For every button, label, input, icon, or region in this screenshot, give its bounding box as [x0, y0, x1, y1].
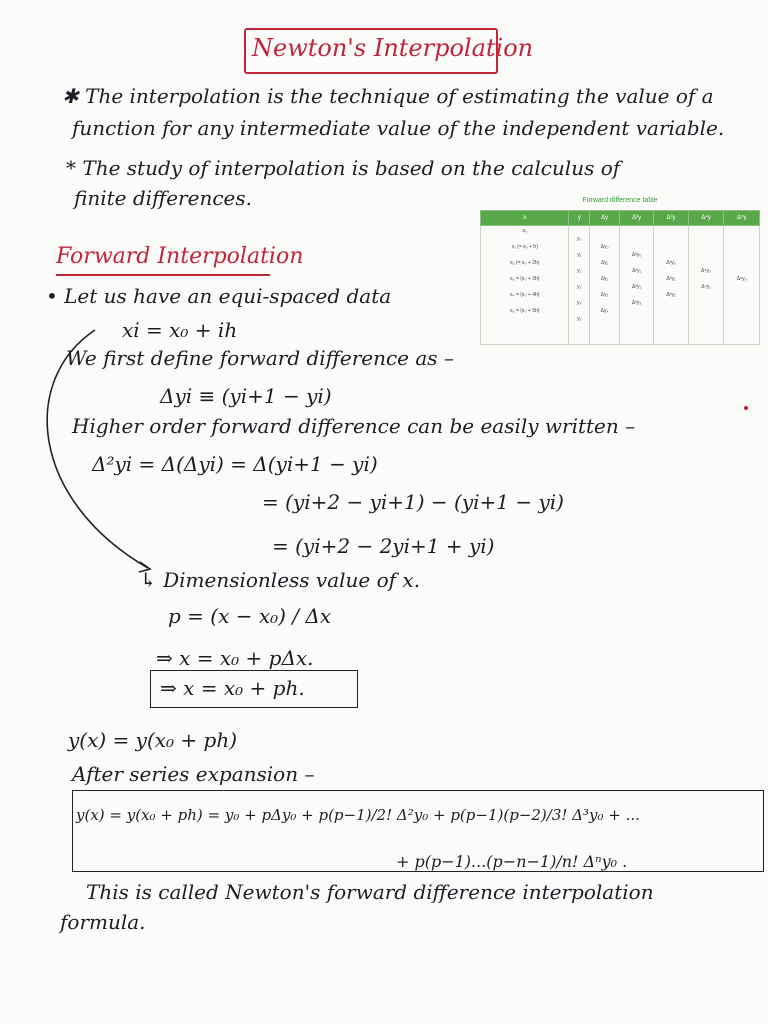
table-cell: Δ⁵y₀	[736, 276, 747, 282]
equation-y: y(x) = y(x₀ + ph)	[68, 728, 238, 752]
intro-line-1: ✱ The interpolation is the technique of estimating the value of a	[62, 84, 714, 108]
table-cell: y₁	[577, 252, 582, 258]
table-cell: y₄	[577, 300, 582, 306]
table-cell: x₅ = (x₀ + 5h)	[510, 308, 540, 314]
table-cell: x₃ = (x₀ + 3h)	[510, 276, 540, 282]
table-cell: Δ²y₂	[631, 284, 642, 290]
table-cell: Δ³y₁	[666, 276, 676, 282]
table-cell: y₀	[577, 236, 582, 242]
table-cell: Δ³y₀	[666, 260, 676, 266]
equation-d2-c: = (yi+2 − 2yi+1 + yi)	[272, 534, 495, 558]
table-cell: Δ⁴y₁	[701, 284, 711, 290]
table-cell: Δ²y₃	[631, 300, 642, 306]
table-cell: Δ²y₁	[632, 268, 642, 274]
table-cell: Δy₁	[600, 260, 609, 266]
equation-x2: ⇒ x = x₀ + ph.	[160, 676, 305, 700]
equation-xi: xi = x₀ + ih	[122, 318, 238, 342]
table-cell: x₂ (= x₀ + 2h)	[510, 260, 540, 266]
series-line-2: + p(p−1)...(p−n−1)/n! Δⁿy₀ .	[396, 852, 628, 871]
table-cell: x₀	[522, 228, 528, 234]
closing-line-1: This is called Newton's forward difference interpolation	[86, 880, 654, 904]
higher-order-line: Higher order forward difference can be easily written –	[72, 414, 636, 438]
page-title: Newton's Interpolation	[252, 34, 534, 62]
table-header-1: y	[569, 211, 590, 226]
table-cell: Δy₂	[600, 276, 609, 282]
table-header-6: Δ⁵y	[724, 211, 760, 226]
series-line-1: y(x) = y(x₀ + ph) = y₀ + pΔy₀ + p(p−1)/2! Δ²y₀ + p(p−1)(p−2)/3! Δ³y₀ + ...	[76, 806, 640, 824]
dimensionless-line: ↳ Dimensionless value of x.	[140, 568, 421, 592]
table-header-4: Δ³y	[654, 211, 688, 226]
closing-line-2: formula.	[60, 910, 146, 934]
intro-line-2: function for any intermediate value of the independent variable.	[72, 116, 725, 140]
intro-line-4: finite differences.	[74, 186, 252, 210]
red-mark	[744, 406, 748, 410]
table-cell: Δy₃	[600, 292, 609, 298]
table-cell: y₅	[577, 316, 582, 322]
intro-line-3: * The study of interpolation is based on the calculus of	[66, 156, 621, 180]
table-header-0: x	[481, 211, 569, 226]
table-cell: Δy₄	[600, 308, 609, 314]
table-header-5: Δ⁴y	[688, 211, 724, 226]
table-cell: Δ³y₂	[666, 292, 676, 298]
table-cell: y₃	[577, 284, 582, 290]
define-line: We first define forward difference as –	[66, 346, 454, 370]
table-header-3: Δ²y	[619, 211, 653, 226]
bullet-line: • Let us have an equi-spaced data	[46, 284, 392, 308]
section-heading: Forward Interpolation	[56, 244, 304, 269]
table-cell: Δ²y₀	[631, 252, 642, 258]
table-cell: Δ⁴y₀	[701, 268, 712, 274]
table-cell: x₁ (= x₀ + h)	[511, 244, 538, 250]
table-header-2: Δy	[590, 211, 620, 226]
table-cell: y₂	[577, 268, 582, 274]
equation-d2-a: Δ²yi = Δ(Δyi) = Δ(yi+1 − yi)	[92, 452, 378, 476]
equation-x1: ⇒ x = x₀ + pΔx.	[156, 646, 314, 670]
equation-p: p = (x − x₀) / Δx	[168, 604, 332, 628]
table-cell: Δy₀	[600, 244, 609, 250]
table-cell: x₄ = (x₀ + 4h)	[510, 292, 540, 298]
equation-d2-b: = (yi+2 − yi+1) − (yi+1 − yi)	[262, 490, 564, 514]
after-expansion-line: After series expansion –	[72, 762, 315, 786]
equation-delta: Δyi ≡ (yi+1 − yi)	[160, 384, 332, 408]
table-title: Forward difference table	[582, 197, 658, 204]
